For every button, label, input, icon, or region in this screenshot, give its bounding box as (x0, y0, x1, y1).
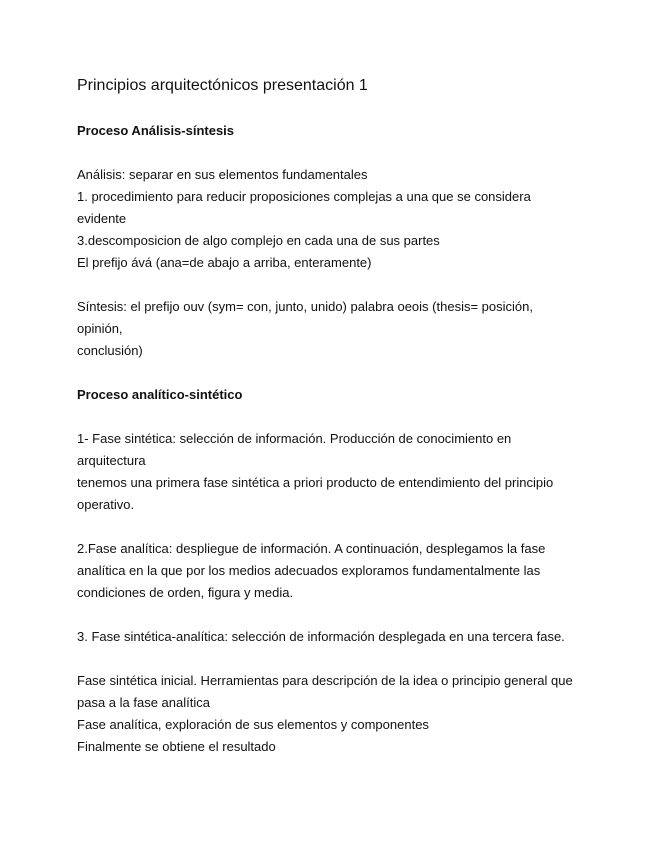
summary-line: Fase analítica, exploración de sus elementos y componentes (77, 717, 429, 732)
fase2-line: condiciones de orden, figura y media. (77, 585, 294, 600)
fase1-line: operativo. (77, 497, 135, 512)
fase2-line: analítica en la que por los medios adecuados exploramos fundamentalmente las (77, 563, 541, 578)
spacer (77, 274, 582, 296)
document-body (77, 74, 582, 758)
paragraph-line: 3.descomposicion de algo complejo en cada una de sus partes (77, 233, 440, 248)
spacer (77, 516, 582, 538)
paragraph-line: 1. procedimiento para reducir proposiciones complejas a una que se considera evidente (77, 189, 531, 226)
summary-line: Finalmente se obtiene el resultado (77, 739, 276, 754)
spacer (77, 406, 582, 428)
section-heading-analisis-sintesis: Proceso Análisis-síntesis (77, 123, 235, 138)
document-title: Principios arquitectónicos presentación 1 (77, 77, 368, 94)
fase1-line: tenemos una primera fase sintética a priori producto de entendimiento del principio (77, 475, 554, 490)
sintesis-line: Síntesis: el prefijo ouv (sym= con, junto, unido) palabra oeois (thesis= posición, opinión, (77, 299, 533, 336)
spacer (77, 604, 582, 626)
sintesis-line: conclusión) (77, 343, 143, 358)
paragraph-line: El prefijo ává (ana=de abajo a arriba, enteramente) (77, 255, 372, 270)
fase1-line: 1- Fase sintética: selección de información. Producción de conocimiento en arquitectura (77, 431, 512, 468)
paragraph-line: Análisis: separar en sus elementos fundamentales (77, 167, 368, 182)
spacer (77, 648, 582, 670)
summary-line: Fase sintética inicial. Herramientas para descripción de la idea o principio general que (77, 673, 573, 688)
spacer (77, 362, 582, 384)
spacer (77, 142, 582, 164)
fase3-line: 3. Fase sintética-analítica: selección de información desplegada en una tercera fase. (77, 629, 565, 644)
section-heading-analitico-sintetico: Proceso analítico-sintético (77, 387, 243, 402)
fase2-line: 2.Fase analítica: despliegue de información. A continuación, desplegamos la fase (77, 541, 546, 556)
summary-line: pasa a la fase analítica (77, 695, 210, 710)
